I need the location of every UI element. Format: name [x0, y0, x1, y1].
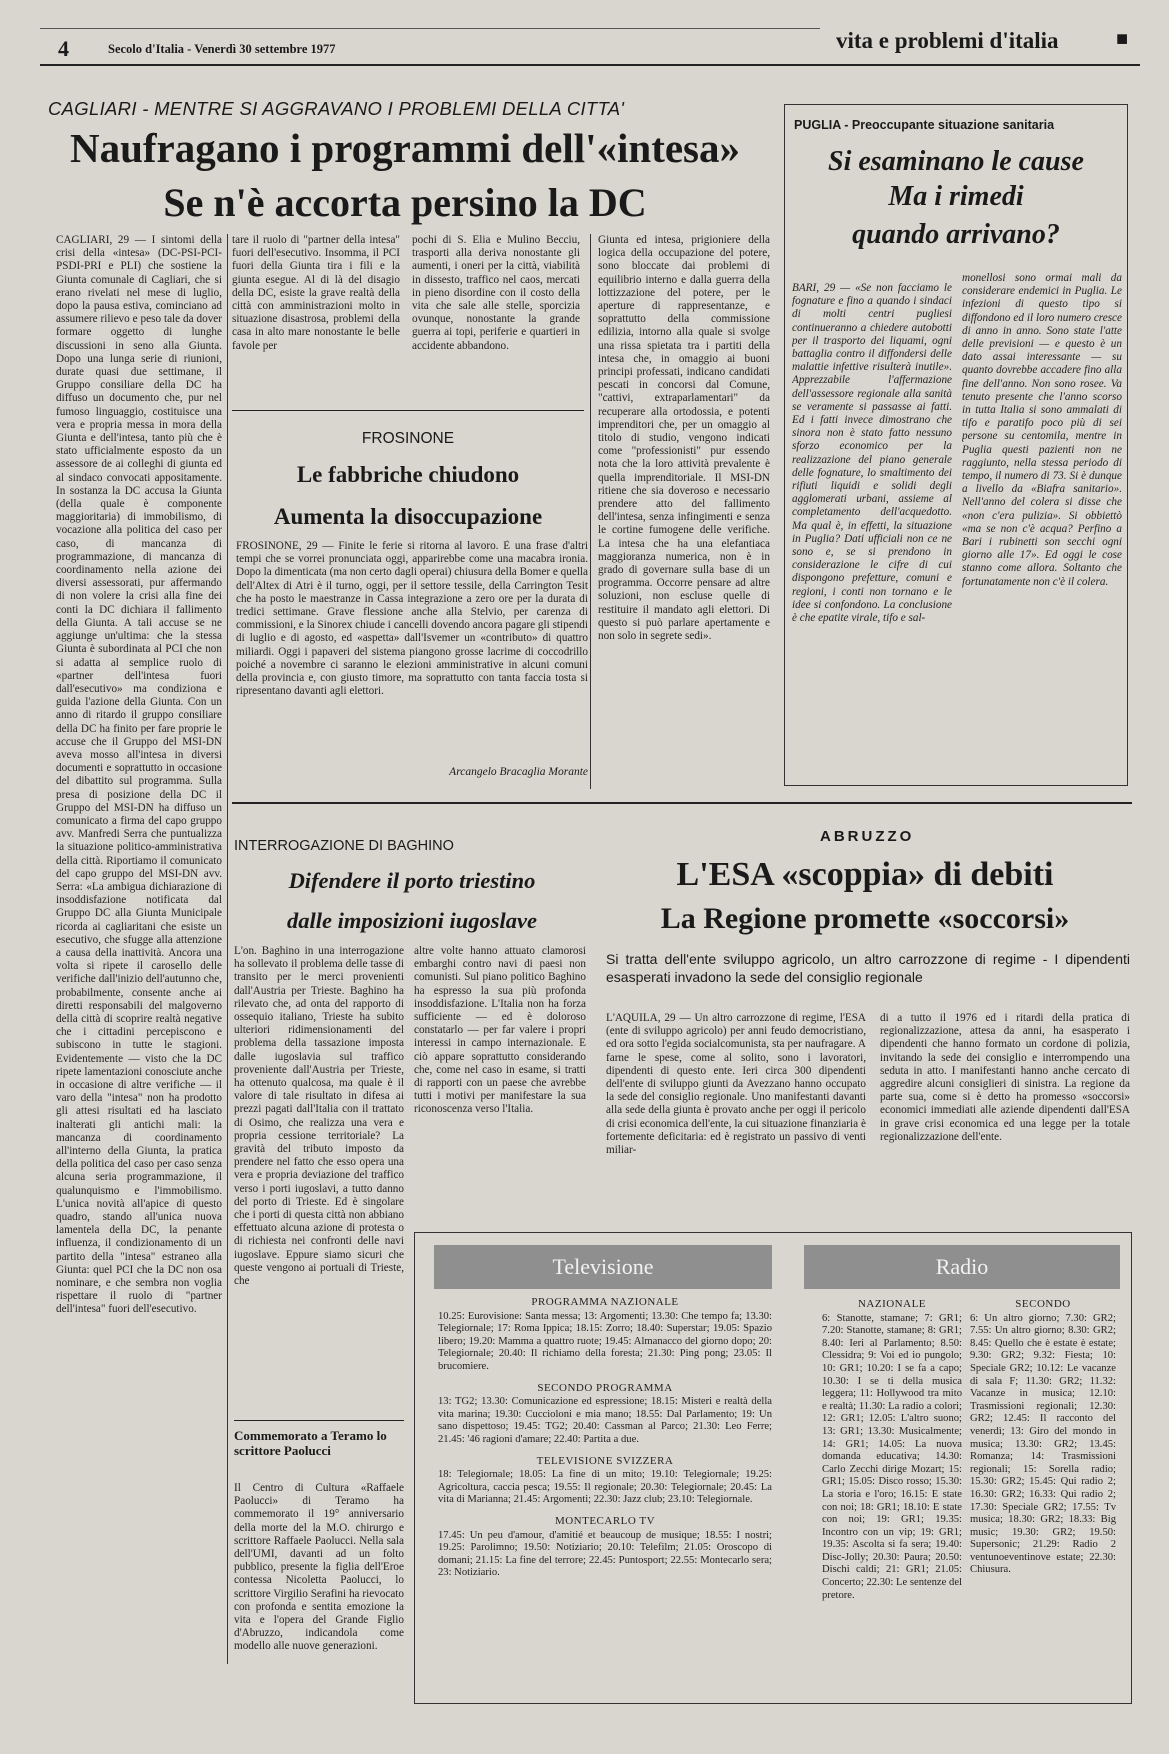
tv-swiss-text: 18: Telegiornale; 18.05: La fine di un mito; 19.10: Telegiornale; 19.25: Agricoltura, caccia pesca; 19.55: Il regionale; 20.30: Telegiornale; 20.45: La vita di Marianna; 21.45: Argomenti; 22.30: Jazz club; 23.10: Telegiornale.: [438, 1469, 772, 1506]
tv-montecarlo-text: 17.45: Un peu d'amour, d'amitié et beaucoup de musique; 18.55: I nostri; 19.25: Parolimno; 19.50: Notiziario; 20.10: Telefilm; 21.05: Oroscopo di domani; 21.15: La fine del terrore; 22.45: Puntosport; 22.55: Montecarlo sera; 23: Notiziario.: [438, 1529, 772, 1579]
baghino-headline-1: Difendere il porto triestino: [288, 868, 536, 893]
abruzzo-kicker: ABRUZZO: [820, 828, 915, 845]
frosinone-headline-1: Le fabbriche chiudono: [296, 462, 520, 487]
cagliari-column-1: CAGLIARI, 29 — I sintomi della crisi della «intesa» (DC-PSI-PCI-PSDI-PRI e PLI) che sostiene la Giunta comunale di Cagliari, che si erano rivelati nel mese di luglio, dopo la pausa estiva, cominciano ad assumere rilievo e peso tale da dover formare oggetto di lunghe discussioni in seno alla Giunta. Dopo una lunga serie di riunioni, durate quasi due settimane, il Gruppo consiliare della DC ha diffuso un documento che, pur nel fumoso linguaggio, costituisce una vera e propria messa in mora della Giunta e dell'intesa, tanto più che è stato ufficialmente esposto da un assessore de ai colleghi di giunta ed al sindaco convocati appositamente. In sostanza la DC accusa la Giunta (della quale è componente maggioritaria) di immobilismo, di vocazione alla politica del caso per caso, di mancanza di programmazione, di mancanza di coordinamento nella azione dei diversi assessorati, pur affermando di non volere la crisi alla fine dei conti la DC dichiara il fallimento della Giunta. A tali accuse se ne aggiunge un'ultima: che la stessa Giunta è subordinata al PCI che non si adatta al semplice ruolo di «partner dell'intesa fuori dall'esecutivo» ma condiziona e guida l'azione della Giunta. Con un anno di ritardo il gruppo consiliare della DC ha finito per fare proprie le accuse che il Gruppo del MSI-DN aveva mosso all'intesa in diversi documenti e soprattutto in occasione del dibattito sul programma. Sulla presa di posizione della DC il Gruppo del MSI-DN ha diffuso un comunicato a firma del capo gruppo avv. Manfredi Serra che puntualizza la situazione politico-amministrativa della città. Riportiamo il comunicato del capo gruppo del MSI-DN avv. Serra: «La ambigua dichiarazione di insoddisfazione notificata dal Gruppo DC alla Giunta Municipale ricorda ai cagliaritani che esiste un esecutivo, che sfugge alla attenzione a causa della inattività. Ancora una volta si ripete il carosello delle verifiche dall'inizio dell'autunno che, probabilmente, consente anche ai diretti responsabili del malgoverno della città di scoprire realtà negative che i cittadini percepiscono e subiscono in tutte le stagioni. Evidentemente — visto che la DC ripete lamentazioni conosciute anche in occasione di altre verifiche — il varo della "intesa" non ha prodotto gli attesi risultati ed ha lasciato inalterati gli antichi mali: la mancanza di coordinamento all'interno della Giunta, la pratica della politica del caso per caso senza alcuna seria programmazione, il qualunquismo e l'immobilismo. L'unica novità all'apice di questo quadro, stando all'unica nuova lamentela della DC, la penante influenza, il condizionamento di un partito della "intesa" estraneo alla Giunta: quel PCI che la DC non osa nominare, e che sembra non voglia rispettare il ruolo di "partner dell'intesa" fuori dell'esecutivo.: [56, 234, 222, 1316]
puglia-column-2: monellosi sono ormai mali da considerare endemici in Puglia. Le infezioni di questo tipo si diffondono ed il loro numero cresce di anno in anno. Sono state l'atte delle previsioni — e questo è un dato assai interessante — su quanto dovrebbe accadere fino alla fine dell'anno. Non sono rosee. Va tenuto presente che l'anno scorso in tutta Italia si sono ammalati di tifo e paratifo poco più di sei persone su centomila, mentre in Puglia questi pazienti non ne raggiunto, nella stessa periodo di tempo, il numero di 73. Si è dunque a livello da «Biafra sanitario». Nell'anno del colera si disse che «non c'era pulizia». Si obbiettò «ma se non c'è acqua? Perfino a Bari i rubinetti son secchi ogni giorno alle 17». Ed oggi le cose stanno come allora. Soltanto che fortunatamente non c'è il colera.: [962, 272, 1122, 588]
puglia-kicker: PUGLIA - Preoccupante situazione sanitaria: [794, 118, 1055, 132]
masthead-rule: [40, 64, 1140, 66]
mid-section-rule: [232, 802, 1132, 804]
masthead-top-rule: [40, 28, 820, 29]
commemorato-body: Il Centro di Cultura «Raffaele Paolucci» di Teramo ha commemorato il 19° anniversario della morte del la M.O. chirurgo e scrittore Raffaele Paolucci. Nella sala dell'UMI, davanti ad un folto pubblico, presente la figlia dell'Eroe contessa Nicoletta Paolucci, lo scrittore Virgilio Serafini ha rievocato con profonda e sentita emozione la vita e l'opera del Grande Figlio d'Abruzzo, indicandola come modello alle nuove generazioni.: [234, 1482, 404, 1653]
cagliari-column-4: Giunta ed intesa, prigioniere della logica della occupazione del potere, sono bloccate dai problemi di equilibrio interno e dalla guerra della lottizzazione del potere, per le aperture di rappresentanze, e soprattutto della commissione edilizia, intorno alla quale si svolge una rissa spietata tra i partiti della intesa che, in omaggio ai buoni principi professati, indicano candidati pescati in concorsi dal Comune, "cattivi, extraparlamentari" da recuperare alla ortodossia, e potenti imprenditori che, per un omaggio al titolo di studio, vengono indicati come "professionisti" pur essendo nota che la loro attività prevalente è quella imprenditoriale. Il MSI-DN ritiene che sia doveroso e necessario prendere atto del fallimento dell'intesa, senza infingimenti e senza le cortine fumogene delle verifiche. La intesa che ha una elefantiaca maggioranza numerica, non è in grado di governare sulla base di un programma. Occorre pensare ad altre soluzioni, non escluse quelle di restituire il mandato agli elettori. Di questo si può parlare apertamente e non solo in segrete sedi».: [598, 234, 770, 643]
radio-second-text: 6: Un altro giorno; 7.30: GR2; 7.55: Un altro giorno; 8.30: GR2; 8.45: Quello che è estate è estate; 9.30: GR2; 9.32: Fiesta; 10: Speciale GR2; 10.12: Le vacanze di sala F; 11.30: GR2; 11.32: Vacanze in musica; 12.10: Trasmissioni regionali; 12.30: GR2; 12.45: Il racconto del venerdì; 13: Giro del mondo in musica; 13.30: GR2; 13.45: Romanza; 14: Trasmissioni regionali; 15: Sorella radio; 15.30: GR2; 15.45: Qui radio 2; 16.30: GR2; 16.33: Qui radio 2; 17.30: Speciale GR2; 17.55: Tv musica; 18.30: GR2; 18.33: Big music; 19.30: GR2; 19.50: Supersonic; 21.29: Radio 2 ventunoeventinove estate; 22.30: Chiusura.: [970, 1312, 1116, 1576]
puglia-headline-1: Si esaminano le cause: [828, 146, 1084, 177]
frosinone-kicker: FROSINONE: [361, 430, 455, 447]
cagliari-column-2: tare il ruolo di "partner della intesa" fuori dell'esecutivo. Insomma, il PCI fuori della Giunta tira i fili e la giunta esegue. Al di là del disagio della DC, esiste la grave realtà della città con amministrazioni molto in situazione disastrosa, problemi della casa in alto mare nonostante le belle favole per: [232, 234, 400, 352]
frosinone-signature: Arcangelo Bracaglia Morante: [449, 766, 588, 778]
tv-national-text: 10.25: Eurovisione: Santa messa; 13: Argomenti; 13.30: Che tempo fa; 13.30: Telegiornale; 17: Roma Ippica; 18.15: Zorro; 18.40: Superstar; 19.05: Spazio libero; 19.20: Mamma a quattro ruote; 19.45: Almanacco del giorno dopo; 20: Telegiornale; 20.40: Il richiamo della foresta; 21.30: Ping pong; 23.05: Il brucomiere.: [438, 1310, 772, 1372]
commemorato-rule: [234, 1420, 404, 1421]
tv-listings: [438, 1296, 772, 1696]
puglia-headline-2: Ma i rimedi: [888, 181, 1024, 212]
column-divider: [590, 234, 591, 789]
section-marker-icon: ■: [1116, 28, 1129, 50]
radio-band: Radio: [804, 1245, 1120, 1289]
abruzzo-column-2: di a tutto il 1976 ed i ritardi della pratica di regionalizzazione, attesa da anni, ha esasperato i dipendenti che hanno formato un cordone di polizia, invitando la sede dei consiglio e interrompendo una seduta in atto. I manifestanti hanno anche cercato di aggredire alcuni consiglieri di sinistra. La regione da parte sua, come si è detto ha promesso «soccorsi» economici immediati alle aziende dipendenti dall'ESA in grave crisi economica ed una legge per la totale regionalizzazione dell'ente.: [880, 1012, 1130, 1143]
abruzzo-headline-2: La Regione promette «soccorsi»: [660, 902, 1070, 935]
frosinone-body: FROSINONE, 29 — Finite le ferie si ritorna al lavoro. È una frase d'altri tempi che se vorrei pronunciata oggi, apparirebbe come una macabra ironia. Dopo la dimenticata (ma non certo dagli operai) chiusura della Bomer e quella dell'Altex di Atri è il turno, oggi, per il settore tessile, della Carrington Tesit che ha posto le maestranze in Cassa integrazione a zero ore per la durata di tredici settimane. Grave flessione anche alla Stelvio, per carenza di commissioni, e la Sinorex chiude i cancelli dovendo ancora pagare gli stipendi di luglio e di agosto, ed «aspetta» dall'Isvemer un «contributo» di quattro miliardi. Oggi i papaveri del sistema piangono grosse lacrime di coccodrillo poiché a novembre ci saranno le elezioni amministrative in alcuni comuni della provincia e, con giusto timore, ma soprattutto con tanta faccia tosta si ripresentano davanti agli elettori.: [236, 540, 588, 698]
radio-national: [822, 1298, 962, 1696]
abruzzo-deck: Si tratta dell'ente sviluppo agricolo, un altro carrozzone di regime - I dipendenti esasperati invadono la sede del consiglio regionale: [606, 951, 1130, 985]
cagliari-kicker: CAGLIARI - MENTRE SI AGGRAVANO I PROBLEMI DELLA CITTA': [48, 98, 625, 119]
cagliari-headline-1: Naufragano i programmi dell'«intesa»: [69, 125, 741, 171]
baghino-headline-2: dalle imposizioni iugoslave: [286, 908, 538, 933]
cagliari-headline-2: Se n'è accorta persino la DC: [163, 180, 647, 225]
paper-date: Secolo d'Italia - Venerdì 30 settembre 1977: [108, 42, 336, 56]
puglia-headline-3: quando arrivano?: [852, 219, 1060, 250]
tv-second-text: 13: TG2; 13.30: Comunicazione ed espressione; 18.15: Misteri e realtà della vita marina; 19.30: Cuccioloni e mia mano; 18.55: Dal Parlamento; 19: Un sano dispettoso; 19.45: TG2; 20.40: Cassman al Parco; 21.30: Leo Ferre; 21.45: '46 ragioni d'amare; 22.40: Partita a due.: [438, 1396, 772, 1445]
column-divider: [227, 234, 228, 1664]
tv-montecarlo-title: MONTECARLO TV: [554, 1514, 656, 1527]
page-number: 4: [58, 36, 69, 61]
baghino-column-1: L'on. Baghino in una interrogazione ha sollevato il problema delle tasse di transito per le merci provenienti dall'Austria per Trieste. Baghino ha rilevato che, ad onta del rapporto di ossequio italiano, Trieste ha subito ulteriori ridimensionamenti del problema della tassazione imposta dalle iugoslavia sul traffico proveniente dall'Austria per Trieste, ha ottenuto qualcosa, ma quale è il valore di tale risultato in difesa ai prezzi pagati dall'Italia con il trattato di Osimo, che realizza una vera e propria cessione territoriale? La gravità del tributo imposto da prendere nel fatto che esso opera una vera e propria deviazione del traffico verso i porti iugoslavi, a tutto danno del porto di Trieste. Ed è singolare che i porti di questa città non abbiano effettuato alcuna azione di protesta o di richiesta nei confronti delle navi iugoslave. Eppure siamo sicuri che queste vengono ai portuali di Trieste, che: [234, 945, 404, 1288]
tv-swiss-title: TELEVISIONE SVIZZERA: [536, 1454, 674, 1467]
radio-national-title: NAZIONALE: [857, 1298, 927, 1310]
radio-second-title: SECONDO: [1015, 1298, 1071, 1310]
tv-second-title: SECONDO PROGRAMMA: [537, 1381, 673, 1394]
frosinone-top-rule: [232, 410, 584, 411]
abruzzo-headline-1: L'ESA «scoppia» di debiti: [676, 856, 1054, 893]
baghino-column-2: altre volte hanno attuato clamorosi embarghi contro navi di paesi non comunisti. Sul piano politico Baghino ha espresso la sua più profonda insoddisfazione. L'Italia non ha forza sufficiente — ed è doloroso constatarlo — per far valere i propri interessi in campo internazionale. E ciò appare soprattutto considerando che, come nel caso in esame, si tratti di rapporti con un paese che avrebbe tutti i motivi per manifestare la sua riconoscenza verso l'Italia.: [414, 945, 586, 1116]
abruzzo-column-1: L'AQUILA, 29 — Un altro carrozzone di regime, l'ESA (ente di sviluppo agricolo) per anni feudo democristiano, ed ora sotto l'egida socialcomunista, sta per naufragare. A farne le spese, come al solito, sono i lavoratori, dipendenti di questo ente. Ieri circa 300 dipendenti dell'ente di sviluppo giunti da Avezzano hanno occupato la sede del consiglio regionale. Uno manifestanti davanti alla sede della giunta è provato anche per oggi il pericolo di crisi economica dell'ente, la cui situazione finanziaria è fortemente deficitaria: ed è registrato un passivo di venti miliar-: [606, 1012, 866, 1157]
baghino-kicker: INTERROGAZIONE DI BAGHINO: [234, 838, 454, 854]
tv-national-title: PROGRAMMA NAZIONALE: [531, 1296, 679, 1308]
puglia-column-1: BARI, 29 — «Se non facciamo le fognature e fino a quando i sindaci di molti centri pugliesi continueranno a chiedere autobotti per il trasporto dei liquami, ogni battaglia contro il diffondersi delle malattie infettive risulterà inutile». Apprezzabile l'affermazione dell'assessore regionale alla sanità se veramente si passasse ai fatti. Ed i fatti invece dimostrano che sinora non è stato fatto nessuno sforzo economico per la realizzazione del piano generale delle fognature, lo smaltimento dei rifiuti liquidi e solidi degli agglomerati urbani, assieme al completamento dell'acquedotto. Ma qual è, in effetti, la situazione in Puglia? Dati ufficiali non ce ne sono e, se si prendono in considerazione le cifre di cui dispongono prefetture, comuni e regioni, i conti non tornano e le idee si confondono. La conclusione è che epatite virale, tifo e sal-: [792, 282, 952, 625]
frosinone-headline-2: Aumenta la disoccupazione: [273, 504, 543, 529]
section-title: vita e problemi d'italia: [836, 28, 1059, 53]
cagliari-column-3: pochi di S. Elia e Mulino Becciu, trasporti alla deriva nonostante gli aumenti, i oneri per la città, viabilità in dissesto, traffico nel caos, mercati in pieno disordine con il costo della vita che sale alle stelle, sporcizia ovunque, nonostante la grande guerra ai topi, periferie e quartieri in accidente abbandono.: [412, 234, 580, 352]
tv-band: Televisione: [434, 1245, 772, 1289]
radio-national-text: 6: Stanotte, stamane; 7: GR1; 7.20: Stanotte, stamane; 8: GR1; 8.40: Ieri al Parlamento; 8.50: Clessidra; 9: Voi ed io pungolo; 10: GR1; 10.20: I se fa a capo; 10.30: I se ti della musica leggera; 11: Hollywood tra mito e realtà; 11.30: La radio a colori; 12: GR1; 12.05: L'altro suono; 13: GR1; 13.30: Musicalmente; 14: GR1; 14.05: La nuova domanda educativa; 14.30: Carlo Zecchi dirige Mozart; 15: GR1; 15.05: Disco rosso; 15.30: La storia e l'oro; 16.15: E state con noi; 18: GR1; 18.10: E state con noi; 19: GR1; 19.35: Incontro con un vip; 19: GR1; 19.35: Ascolta si fa sera; 19.40: Disc-Jolly; 20.30: Paura; 20.50: Dischi caldi; 21: GR1; 21.05: Concerto; 22.30: Le sentenze del pretore.: [822, 1312, 962, 1601]
commemorato-title: Commemorato a Teramo lo scrittore Paolucci: [234, 1428, 387, 1458]
radio-second: [970, 1298, 1116, 1696]
